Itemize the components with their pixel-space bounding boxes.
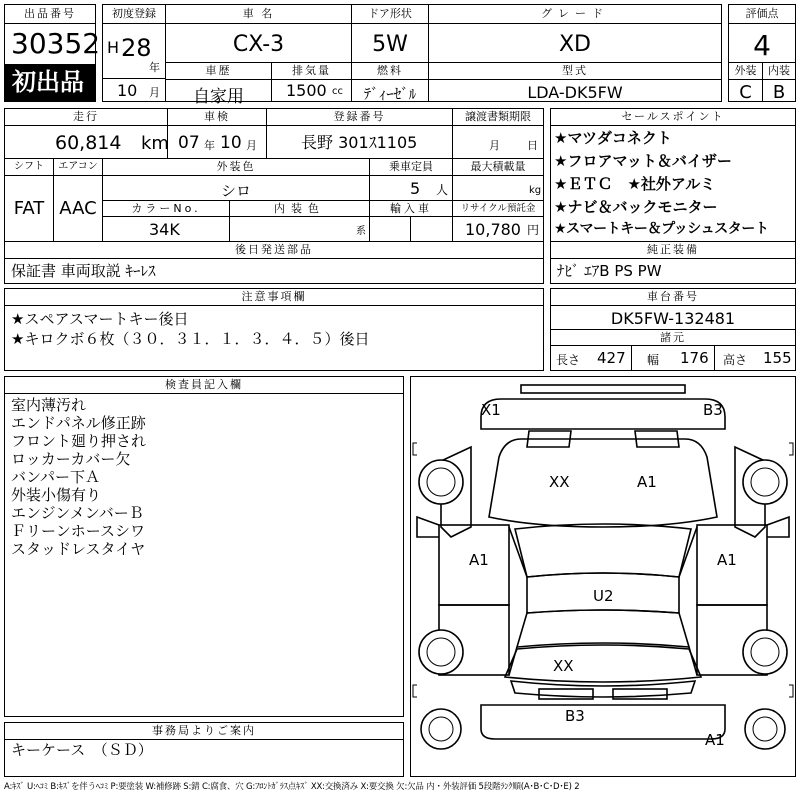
- mileage-cell: [4, 125, 168, 159]
- score-label: 評価点: [728, 4, 796, 24]
- mark-hood-right: A1: [637, 473, 657, 491]
- score-value: 4: [753, 29, 771, 62]
- capacity-unit: 人: [436, 183, 449, 197]
- inspection-label: 車検: [167, 108, 267, 126]
- wheel-front-left: [419, 460, 463, 504]
- capacity-label: 乗車定員: [369, 158, 453, 176]
- mark-roof: U2: [593, 587, 614, 605]
- notes-label: 注意事項欄: [4, 288, 544, 306]
- inspector-item: ロッカーカバー欠: [11, 450, 131, 468]
- transfer-deadline-cell: [452, 125, 544, 159]
- shift-label: シフト: [4, 158, 54, 176]
- right-mirror: [767, 517, 789, 537]
- recycle-unit: 円: [527, 223, 540, 237]
- legend-text: A:ｷｽﾞ U:ﾍｺﾐ B:ｷｽﾞを伴うﾍｺﾐ P:要塗装 W:補修跡 S:錆 C:腐食、穴 G:ﾌﾛﾝﾄｶﾞﾗｽ点ｷｽﾞ XX:交換済み X:要交換 欠:欠品 内・外装評価 5段階ﾗﾝｸ順(A･B･C･D･E) 2: [4, 782, 580, 792]
- inspector-item: Ｆリーンホースシワ: [11, 522, 145, 540]
- fuel-label: 燃料: [351, 62, 429, 80]
- plate-value: 長野 301ｽ1105: [301, 133, 418, 152]
- inspector-item: エンジンメンバーＢ: [11, 504, 144, 522]
- equipment-value: ﾅﾋﾞ ｴｱB PS PW: [557, 262, 662, 280]
- shift-value: FAT: [13, 198, 45, 219]
- mileage-unit: km: [141, 133, 169, 154]
- length-cell: [550, 345, 632, 371]
- mileage-value: 60,814: [55, 132, 122, 154]
- front-bumper: [481, 399, 725, 429]
- registration-label: 初度登録: [102, 4, 166, 24]
- rear-bumper: [481, 705, 725, 739]
- history-value: 自家用: [193, 87, 244, 107]
- office-label: 事務局よりご案内: [4, 722, 404, 740]
- import-cell-right: [410, 216, 453, 242]
- width-cell: [631, 345, 715, 371]
- inspection-month: 10: [220, 133, 242, 153]
- transfer-day-unit: 日: [527, 139, 538, 152]
- left-mirror: [417, 517, 439, 537]
- registration-year: 28: [121, 34, 152, 62]
- mileage-label: 走行: [4, 108, 168, 126]
- first-time-badge: [4, 64, 96, 102]
- color-no-value: 34K: [149, 220, 180, 239]
- inspector-label: 検査員記入欄: [4, 376, 404, 394]
- fuel-cell: [351, 79, 429, 102]
- registration-month-unit: 月: [149, 86, 160, 99]
- plate-cell: [266, 125, 453, 159]
- mark-bottom-right: A1: [705, 731, 725, 749]
- model-label: 型式: [428, 62, 722, 80]
- note-item: ★キロクボ６枚（３０．３１．１．３．４．５）後日: [11, 330, 370, 348]
- wheel-front-right: [743, 460, 787, 504]
- door-value: 5W: [372, 32, 408, 57]
- load-unit: kg: [529, 185, 542, 196]
- inspection-year-unit: 年: [204, 139, 215, 152]
- recycle-cell: [452, 216, 544, 242]
- inspection-month-unit: 月: [246, 139, 257, 152]
- chassis-label: 車台番号: [550, 288, 796, 306]
- displacement-unit: cc: [332, 86, 343, 97]
- door-label: ドア形状: [351, 4, 429, 24]
- color-no-cell: [102, 216, 230, 242]
- tailgate: [505, 645, 701, 682]
- score-cell: [728, 23, 796, 63]
- color-no-label: カラーNo.: [102, 200, 230, 217]
- width-value: 176: [680, 349, 709, 367]
- exterior-grade-cell: [728, 79, 763, 102]
- capacity-cell: [369, 175, 453, 201]
- displacement-cell: [271, 79, 352, 102]
- notes-cell: [4, 305, 544, 371]
- displacement-label: 排気量: [271, 62, 352, 80]
- color-value: シロ: [220, 182, 251, 200]
- exterior-grade-label: 外装: [728, 62, 763, 80]
- equipment-label: 純正装備: [550, 241, 796, 259]
- exterior-grade: C: [739, 82, 752, 103]
- history-cell: [165, 79, 272, 107]
- registration-year-unit: 年: [149, 61, 160, 74]
- height-label: 高さ: [723, 353, 748, 367]
- wheel-rear-right: [743, 630, 787, 674]
- ac-cell: [53, 175, 103, 242]
- model-value: LDA-DK5FW: [527, 83, 623, 102]
- car-name-cell: [165, 23, 352, 63]
- sales-points-label: セールスポイント: [550, 108, 796, 126]
- load-label: 最大積載量: [452, 158, 544, 176]
- load-cell: [452, 175, 544, 201]
- mark-side-left: A1: [469, 551, 489, 569]
- inspector-item: 外装小傷有り: [11, 486, 102, 504]
- wheel-rear-left: [419, 630, 463, 674]
- equipment-cell: [550, 258, 796, 284]
- door-cell: [351, 23, 429, 63]
- car-outline: [411, 377, 795, 776]
- capacity-value: 5: [410, 179, 421, 198]
- recycle-label: リサイクル預託金: [452, 200, 544, 217]
- color-label: 外装色: [102, 158, 370, 176]
- later-parts-label: 後日発送部品: [4, 241, 544, 259]
- displacement-value: 1500: [286, 81, 327, 100]
- length-value: 427: [597, 349, 626, 367]
- grade-cell: [428, 23, 722, 63]
- import-label: 輸入車: [369, 200, 453, 217]
- height-cell: [714, 345, 796, 371]
- car-name: CX-3: [232, 32, 285, 57]
- spare-wheel-right: [745, 709, 785, 749]
- plate-label: 登録番号: [266, 108, 453, 126]
- chassis-cell: [550, 305, 796, 330]
- registration-era: H: [107, 38, 120, 57]
- mark-hood-left: XX: [549, 473, 570, 491]
- lot-number-label: 出品番号: [4, 4, 96, 24]
- office-value: キーケース （ＳＤ）: [11, 741, 153, 759]
- transfer-deadline-label: 譲渡書類期限: [452, 108, 544, 126]
- sales-point-item: ★ナビ＆バックモニター: [554, 198, 718, 216]
- fuel-value: ﾃﾞｨｰｾﾞﾙ: [363, 85, 417, 103]
- damage-diagram: [410, 376, 796, 777]
- sales-point-item: ★ＥＴＣ ★社外アルミ: [554, 175, 716, 193]
- first-time-badge-text: 初出品: [12, 68, 84, 96]
- spare-wheel-left: [421, 709, 461, 749]
- inspector-item: スタッドレスタイヤ: [11, 540, 146, 558]
- transfer-month-unit: 月: [489, 139, 500, 152]
- interior-color-cell: [229, 216, 370, 242]
- mark-rear-bumper: B3: [565, 707, 585, 725]
- rear-glass: [517, 610, 689, 647]
- office-cell: [4, 739, 404, 777]
- grade-label: グレード: [428, 4, 722, 24]
- color-cell: [102, 175, 370, 201]
- import-cell-left: [369, 216, 411, 242]
- model-cell: [428, 79, 722, 102]
- hood: [489, 439, 717, 527]
- interior-grade: B: [772, 82, 786, 103]
- recycle-value: 10,780: [465, 220, 521, 239]
- inspector-item: フロント廻り押され: [11, 432, 147, 450]
- inspection-cell: [167, 125, 267, 159]
- grade-value: XD: [558, 32, 591, 57]
- ac-label: エアコン: [53, 158, 103, 176]
- sales-point-item: ★マツダコネクト: [554, 129, 672, 147]
- note-item: ★スペアスマートキー後日: [11, 310, 189, 328]
- sales-points-cell: [550, 125, 796, 242]
- inspector-cell: [4, 393, 404, 717]
- shift-cell: [4, 175, 54, 242]
- width-label: 幅: [647, 353, 660, 367]
- inspector-item: 室内薄汚れ: [11, 396, 87, 414]
- interior-grade-cell: [762, 79, 796, 102]
- lot-number: 30352: [11, 27, 101, 60]
- sales-point-item: ★スマートキー＆プッシュスタート: [554, 221, 769, 237]
- length-label: 長さ: [556, 353, 581, 367]
- ac-value: AAC: [59, 198, 97, 219]
- car-name-label: 車 名: [165, 4, 352, 24]
- mark-side-right: A1: [717, 551, 737, 569]
- later-parts-cell: [4, 258, 544, 284]
- front-grille: [521, 385, 685, 393]
- interior-color-label: 内装色: [229, 200, 370, 217]
- mark-front-right: B3: [703, 401, 723, 419]
- registration-year-cell: [102, 23, 166, 79]
- registration-month: 10: [117, 81, 138, 100]
- mark-front-left: X1: [481, 401, 501, 419]
- registration-month-cell: [102, 78, 166, 102]
- inspector-item: エンドパネル修正跡: [11, 414, 146, 432]
- windshield: [515, 524, 691, 577]
- lot-number-cell: [4, 23, 101, 65]
- inspection-year: 07: [178, 133, 200, 153]
- chassis-value: DK5FW-132481: [610, 309, 736, 328]
- dims-label: 諸元: [550, 329, 796, 346]
- mark-rear: XX: [553, 657, 574, 675]
- interior-grade-label: 内装: [762, 62, 796, 80]
- inspector-item: バンパー下Ａ: [11, 468, 100, 486]
- interior-color-unit: 系: [356, 226, 366, 237]
- history-label: 車歴: [165, 62, 272, 80]
- later-parts-value: 保証書 車両取説 ｷｰﾚｽ: [11, 262, 156, 280]
- sales-point-item: ★フロアマット＆バイザー: [554, 152, 732, 170]
- height-value: 155: [763, 349, 792, 367]
